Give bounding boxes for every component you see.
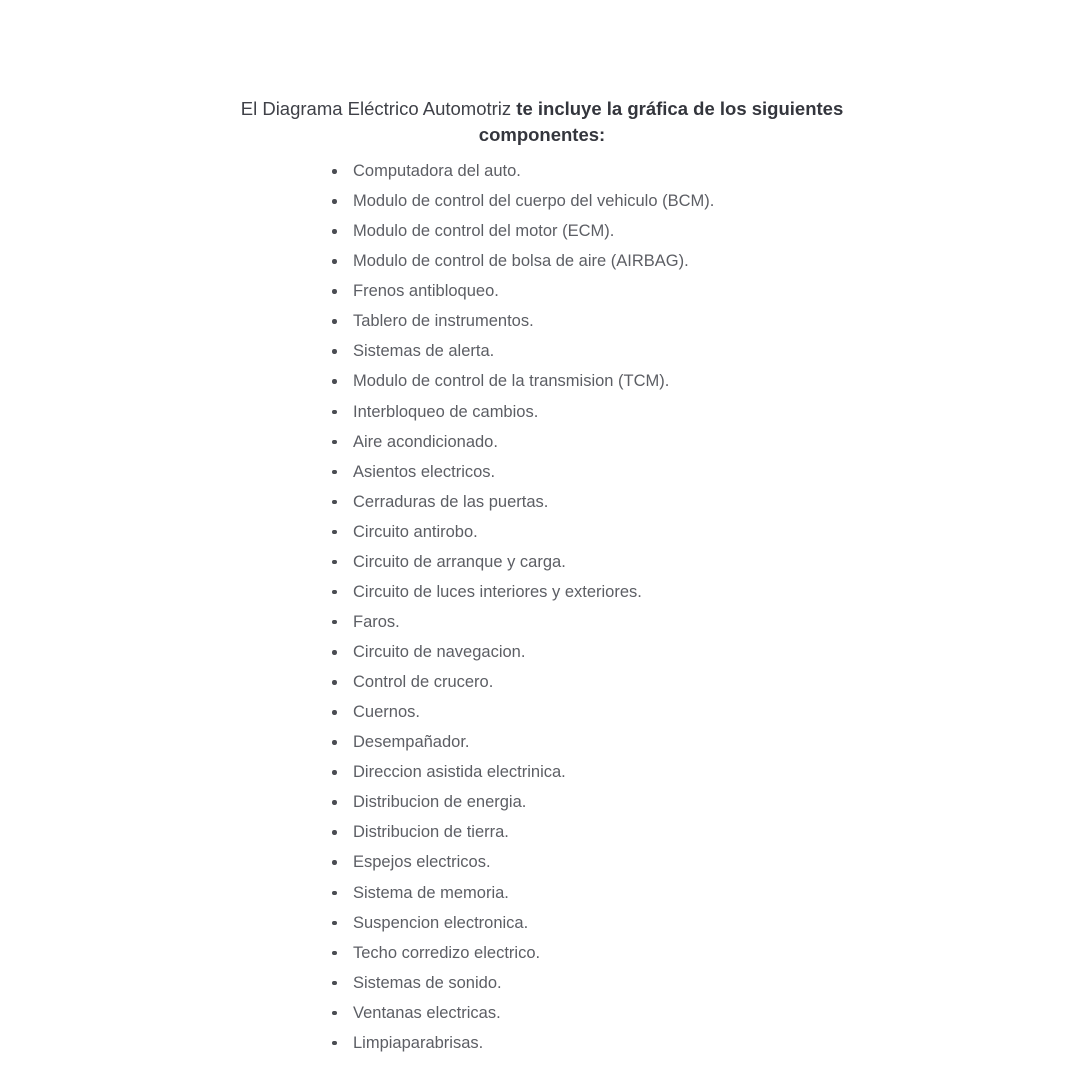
bullet-icon: [332, 440, 337, 445]
bullet-icon: [332, 410, 337, 415]
component-list-item: [330, 968, 714, 998]
component-label: Frenos antibloqueo.: [353, 282, 499, 301]
component-list-item: [330, 787, 714, 817]
component-list-item: [330, 938, 714, 968]
component-label: Ventanas electricas.: [353, 1003, 501, 1022]
component-list-item: [330, 667, 714, 697]
bullet-icon: [332, 981, 337, 986]
component-label: Circuito de luces interiores y exteriores.: [353, 582, 642, 601]
component-list-item: [330, 727, 714, 757]
component-list-item: [330, 186, 714, 216]
component-label: Direccion asistida electrinica.: [353, 763, 566, 782]
components-list: [330, 156, 714, 1058]
component-label: Sistemas de alerta.: [353, 342, 495, 361]
bullet-icon: [332, 1011, 337, 1016]
component-list-item: [330, 577, 714, 607]
component-label: Sistema de memoria.: [353, 883, 509, 902]
component-label: Circuito de arranque y carga.: [353, 552, 566, 571]
component-list-item: [330, 336, 714, 366]
intro-bold-text: te incluye la gráfica de los siguientes componentes:: [478, 97, 844, 145]
component-list-item: [330, 306, 714, 336]
component-label: Cuernos.: [353, 703, 420, 722]
bullet-icon: [332, 169, 337, 174]
component-label: Espejos electricos.: [353, 853, 491, 872]
bullet-icon: [332, 560, 337, 565]
component-label: Modulo de control del cuerpo del vehiculo (BCM).: [353, 192, 715, 211]
bullet-icon: [332, 530, 337, 535]
bullet-icon: [332, 860, 337, 865]
component-list-item: [330, 817, 714, 847]
bullet-icon: [332, 800, 337, 805]
bullet-icon: [332, 289, 337, 294]
bullet-icon: [332, 740, 337, 745]
component-label: Control de crucero.: [353, 673, 494, 692]
component-list-item: [330, 517, 714, 547]
component-list-item: [330, 847, 714, 877]
component-label: Desempañador.: [353, 733, 470, 752]
component-list-item: [330, 156, 714, 186]
component-label: Circuito de navegacion.: [353, 643, 526, 661]
bullet-icon: [332, 710, 337, 715]
component-list-item: [330, 1028, 714, 1058]
bullet-icon: [332, 951, 337, 956]
component-list-item: [330, 908, 714, 938]
bullet-icon: [332, 680, 337, 685]
bullet-icon: [332, 379, 337, 384]
component-list-item: [330, 457, 714, 487]
component-list-item: [330, 547, 714, 577]
intro-paragraph: [200, 96, 884, 148]
component-list-item: [330, 637, 714, 667]
component-label: Sistemas de sonido.: [353, 973, 502, 992]
component-label: Modulo de control del motor (ECM).: [353, 222, 615, 241]
component-label: Aire acondicionado.: [353, 432, 498, 451]
bullet-icon: [332, 500, 337, 505]
bullet-icon: [332, 921, 337, 926]
component-label: Distribucion de tierra.: [353, 823, 509, 842]
bullet-icon: [332, 229, 337, 234]
component-label: Techo corredizo electrico.: [353, 943, 541, 962]
component-list-item: [330, 427, 714, 457]
component-list-item: [330, 998, 714, 1028]
bullet-icon: [332, 830, 337, 835]
bullet-icon: [332, 770, 337, 775]
component-label: Modulo de control de la transmision (TCM).: [353, 372, 670, 391]
component-list-item: [330, 697, 714, 727]
component-label: Circuito antirobo.: [353, 522, 478, 541]
component-list-item: [330, 276, 714, 306]
component-label: Distribucion de energia.: [353, 793, 527, 812]
component-label: Interbloqueo de cambios.: [353, 402, 539, 421]
bullet-icon: [332, 891, 337, 896]
bullet-icon: [332, 470, 337, 475]
component-label: Computadora del auto.: [353, 162, 521, 180]
component-label: Limpiaparabrisas.: [353, 1033, 484, 1052]
component-list-item: [330, 878, 714, 908]
component-label: Cerraduras de las puertas.: [353, 492, 549, 511]
component-list-item: [330, 246, 714, 276]
component-label: Faros.: [353, 612, 400, 631]
bullet-icon: [332, 590, 337, 595]
component-label: Asientos electricos.: [353, 462, 496, 481]
component-list-item: [330, 607, 714, 637]
bullet-icon: [332, 349, 337, 354]
bullet-icon: [332, 1041, 337, 1046]
component-list-item: [330, 757, 714, 787]
component-label: Suspencion electronica.: [353, 913, 529, 932]
component-label: Tablero de instrumentos.: [353, 312, 534, 331]
intro-text: El Diagrama Eléctrico Automotriz: [240, 97, 517, 119]
bullet-icon: [332, 650, 337, 655]
component-list-item: [330, 397, 714, 427]
component-label: Modulo de control de bolsa de aire (AIRBAG).: [353, 252, 689, 271]
bullet-icon: [332, 319, 337, 324]
component-list-item: [330, 216, 714, 246]
component-list-item: [330, 487, 714, 517]
bullet-icon: [332, 259, 337, 264]
component-list-item: [330, 366, 714, 396]
bullet-icon: [332, 199, 337, 204]
bullet-icon: [332, 620, 337, 625]
